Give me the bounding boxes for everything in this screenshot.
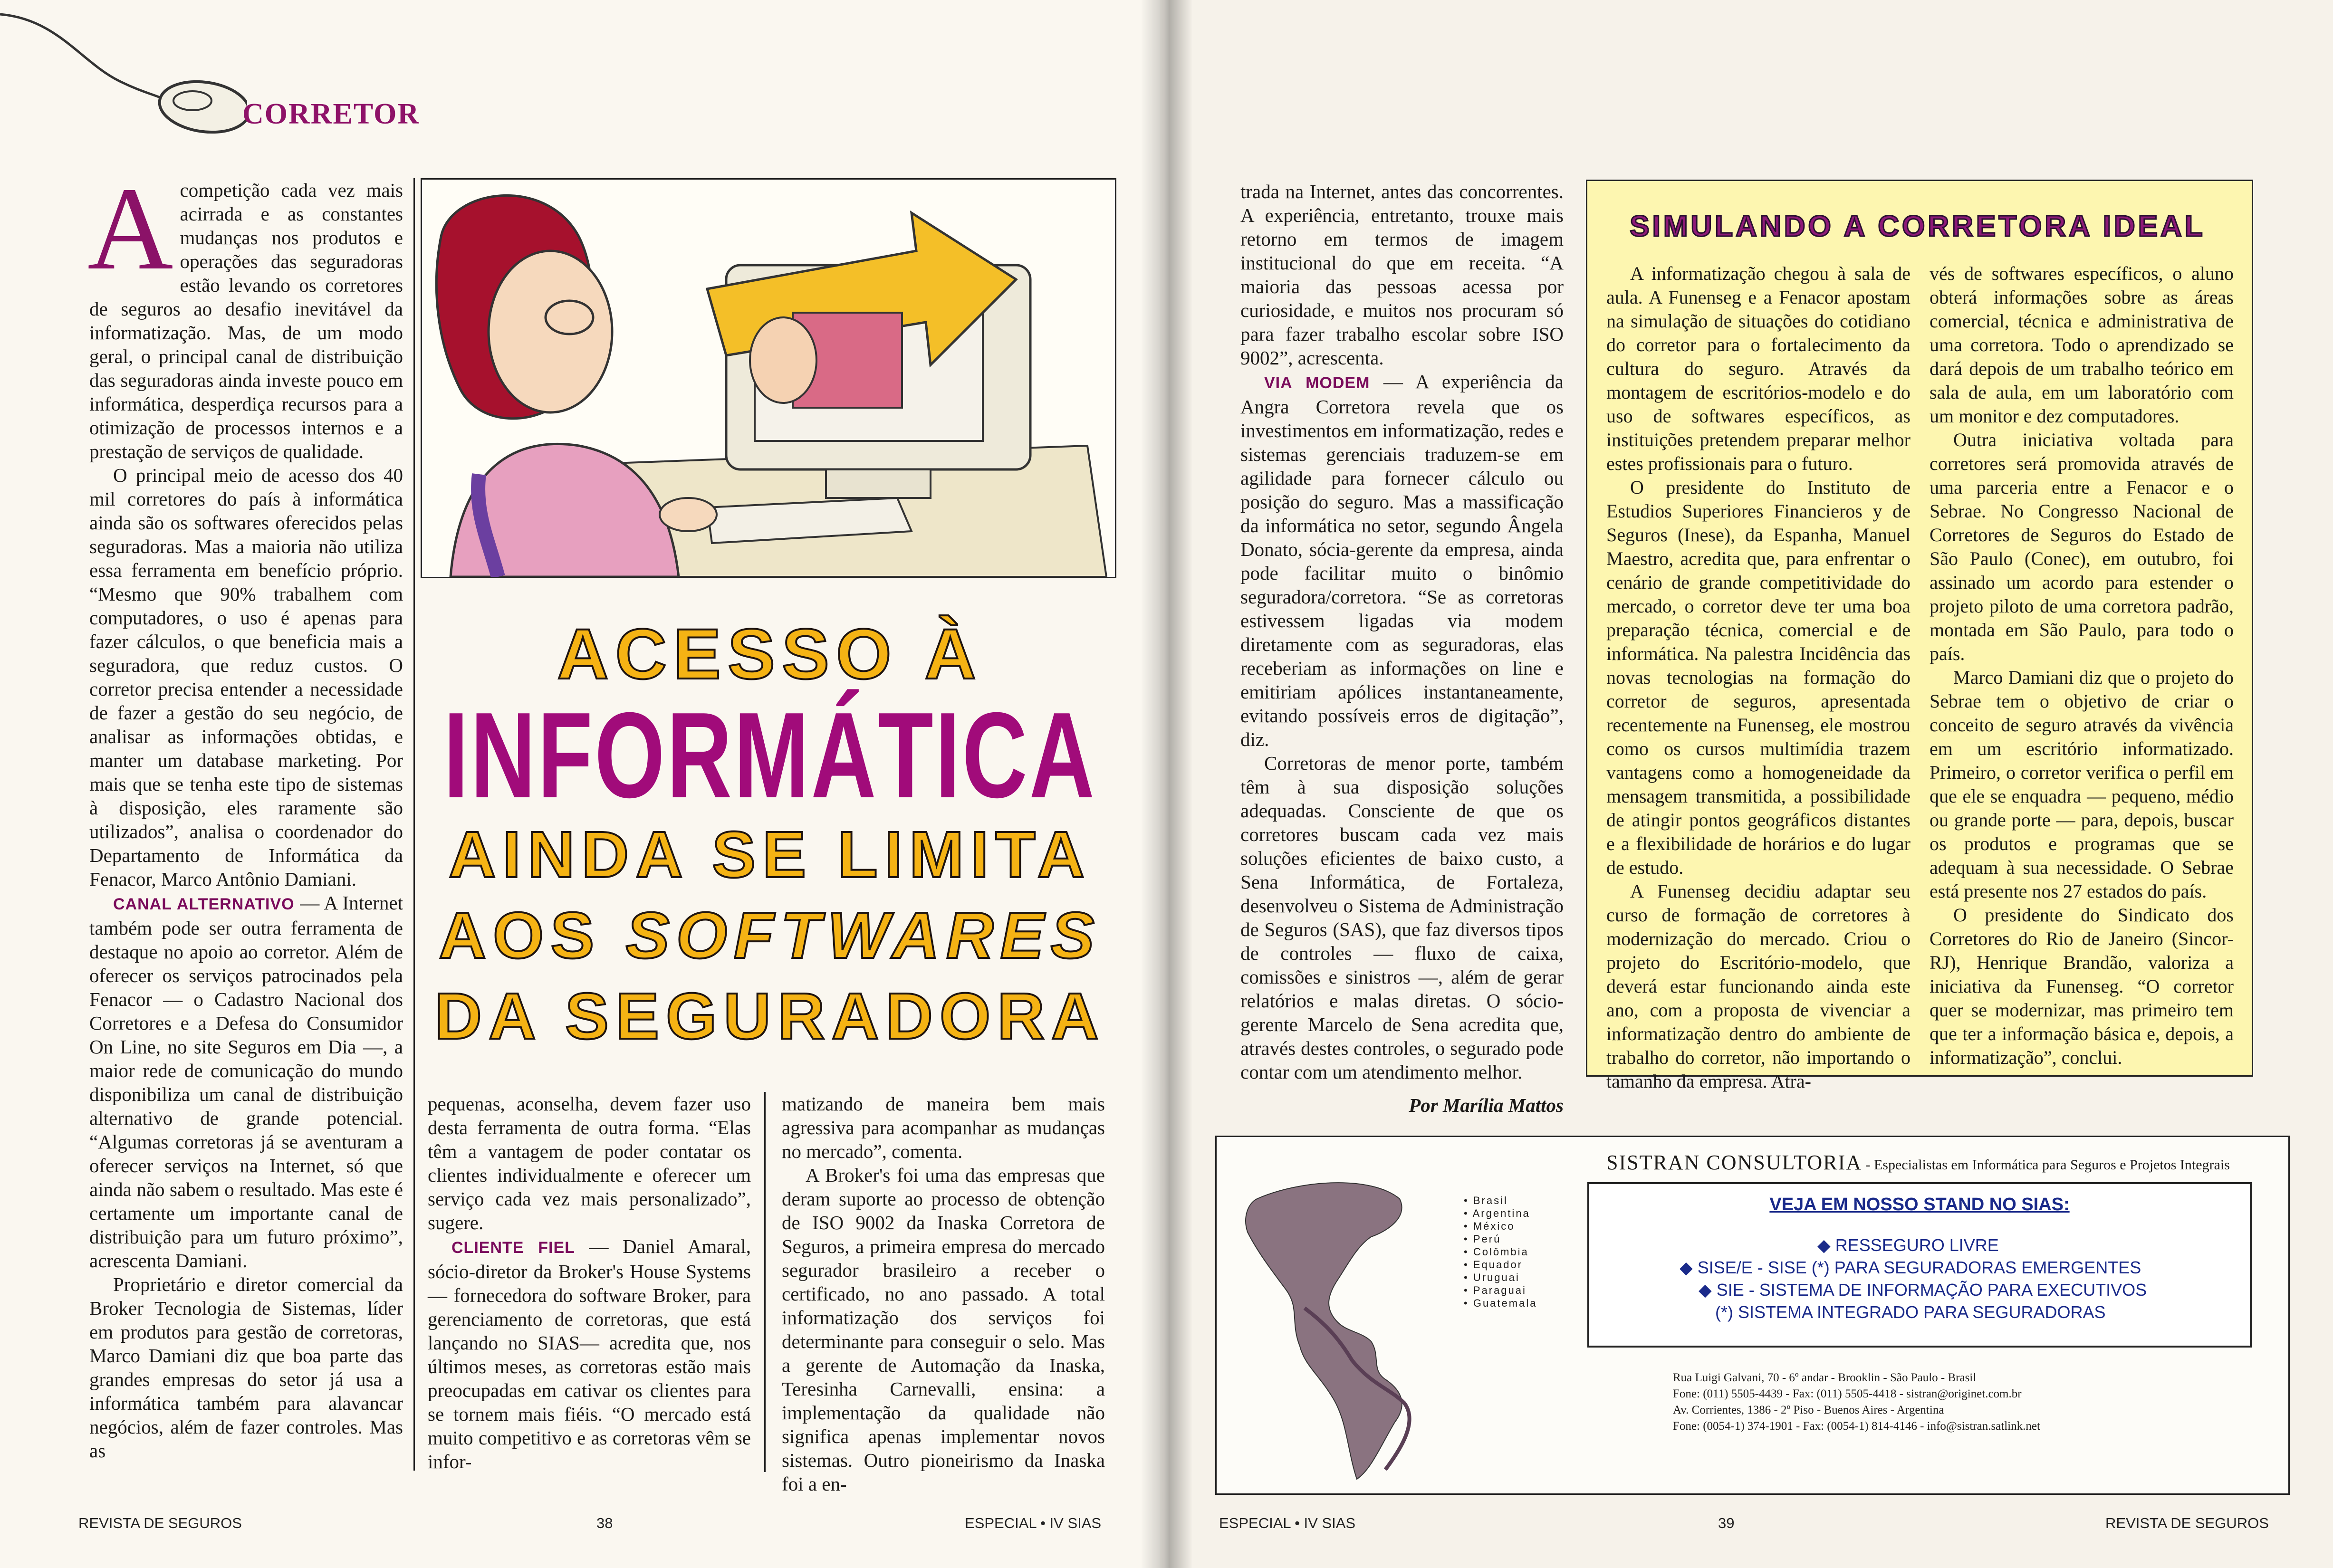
headline-line-5: DA SEGURADORA [434,980,1105,1053]
country-item: • México [1464,1220,1515,1232]
sidebar-box [1586,180,2253,1092]
article-para-4: Proprietário e diretor comercial da Broker Tecnologia de Sistemas, líder em produtos para gestão de corretoras, Marco Damiani diz que boa parte das grandes empresas do setor já usa a informática também para alavancar negócios, além de fazer controles. Mas as [89,1273,403,1462]
right-page [1160,0,2333,1568]
ad-brand: SISTRAN CONSULTORIA [1606,1151,1862,1174]
country-item: • Equador [1464,1259,1523,1271]
country-item: • Argentina [1464,1207,1530,1219]
headline-line-4 [418,898,1122,979]
stand-item: ◆ RESSEGURO LIVRE [1817,1235,1999,1255]
article-col-1 [87,163,403,1463]
subhead-cliente-fiel: CLIENTE FIEL [451,1239,575,1257]
sidebar-col-1 [1606,262,1911,1093]
address-line: Av. Corrientes, 1386 - 2º Piso - Buenos Aires - Argentina [1673,1404,1944,1416]
address-line: Fone: (0054-1) 374-1901 - Fax: (0054-1) 814-4146 - info@sistran.satlink.net [1673,1420,2040,1433]
article-para-9: trada na Internet, antes das concorrentes. A experiência, entretanto, trouxe mais retorno em termos de imagem institucional do que em receita. “A maioria das pessoas acessa por curiosidade, e muitos nos procuram só para fazer trabalho escolar sobre ISO 9002”, acrescenta. [1240,181,1564,369]
country-item: • Colômbia [1464,1246,1529,1258]
country-item: • Paraguai [1464,1284,1527,1296]
article-para-11: Corretoras de menor porte, também têm à sua disposição soluções adequadas. Consciente de que os corretores buscam cada vez mais soluções eficientes de baixo custo, a Sena Informática, de Fortaleza, desenvolveu o Sistema de Administração de Seguros (SAS), que faz diversos tipos de controles — fluxo de caixa, comissões e sinistros —, além de gerar relatórios e malas diretas. O sócio-gerente Marcelo de Sena acredita que, através destes controles, o segurado pode contar com um atendimento melhor. [1240,752,1564,1083]
country-item: • Uruguai [1464,1272,1520,1283]
drop-cap: A [87,163,173,295]
section-label: CORRETOR [242,98,420,130]
stand-title: VEJA EM NOSSO STAND NO SIAS: [1769,1195,2070,1214]
headline [418,613,1122,1060]
ad-address [1673,1370,2040,1434]
country-item: • Guatemala [1464,1297,1537,1309]
article-col-2 [428,1092,751,1473]
sidebar-para-6: Marco Damiani diz que o projeto do Sebrae tem o objetivo de criar o conceito de seguro através da vivência em um escritório informatizado. Primeiro, o corretor verifica o perfil em que ele se enquadra — pequeno, médio ou grande porte — para, depois, buscar os produtos e programas que se adequam à sua necessidade. O Sebrae está presente nos 27 estados do país. [1930,667,2234,902]
country-item: • Brasil [1464,1195,1508,1206]
footer-publication: REVISTA DE SEGUROS [78,1515,242,1531]
ad-header [1606,1150,2230,1175]
stand-item: ◆ SIE - SISTEMA DE INFORMAÇÃO PARA EXECUTIVOS [1699,1280,2147,1300]
country-item: • Perú [1464,1233,1501,1245]
sidebar-para-4: vés de softwares específicos, o aluno obterá informações sobre as áreas comercial, técnica e administrativa de uma corretora. Todo o aprendizado se dará depois de um trabalho teórico em sala de aula, em um laboratório com um monitor e dez computadores. [1930,263,2234,427]
article-para-1: Acompetição cada vez mais acirrada e as constantes mudanças nos produtos e operações das seguradoras estão levando os corretores de seguros ao desafio inevitável da informatização. Mas, de um modo geral, o principal canal de distribuição das seguradoras ainda investe pouco em informática, desperdiça recursos para a otimização de processos internos e a prestação de serviços de qualidade. [87,163,403,462]
article-para-2: O principal meio de acesso dos 40 mil corretores do país à informática ainda são os softwares oferecidos pelas seguradoras. Mas a maioria não utiliza essa ferramenta em benefício próprio. “Mesmo que 90% trabalhem com computadores, o uso é apenas para fazer cálculos, o que beneficia mais a seguradora, que reduz custos. O corretor precisa entender a necessidade de fazer a gestão do seu negócio, de analisar as informações obtidas, e manter um database marketing. Por mais que se tenha este tipo de sistemas à disposição, eles raramente são utilizados”, analisa o coordenador do Departamento de Informática da Fenacor, Marco Antônio Damiani. [89,464,403,890]
headline-line-1: ACESSO À [557,614,983,694]
sidebar-para-5: Outra iniciativa voltada para corretores será promovida através de uma parceria entre a Fenacor e o Sebrae. No Congresso Nacional de Corretores de Seguros do Estado de São Paulo (Conec), em outubro, foi assinado um acordo para estender o projeto piloto de uma corretora padrão, montada em São Paulo, para todo o país. [1930,429,2234,664]
article-para-5: pequenas, aconselha, devem fazer uso desta ferramenta de outra forma. “Elas têm a vantagem de poder contatar os clientes individualmente e oferecer um serviço cada vez mais personalizado”, sugere. [428,1093,751,1233]
sidebar-col-2 [1930,262,2234,1070]
ad-tagline: - Especialistas em Informática para Seguros e Projetos Integrais [1862,1157,2230,1173]
address-line: Fone: (011) 5505-4439 - Fax: (011) 5505-4418 - sistran@originet.com.br [1673,1387,2022,1400]
article-para-10: VIA MODEM — A experiência da Angra Corretora revela que os investimentos em informatização, redes e sistemas gerenciais traduzem-se em agilidade para fornecer cálculo ou posição do seguro. Mas a massificação da informática no setor, segundo Ângela Donato, sócia-gerente da empresa, ainda pode facilitar muito o binômio seguradora/corretora. “Se as corretoras estivessem ligadas via modem diretamente com as seguradoras, elas receberiam as informações on line e emitiriam apólices instantaneamente, evitando possíveis erros de digitação”, diz. [1240,371,1564,750]
headline-line-3: AINDA SE LIMITA [448,818,1092,891]
headline-line-4-prefix: AOS [439,899,626,972]
sistran-ad [1215,1136,2290,1495]
address-line: Rua Luigi Galvani, 70 - 6º andar - Brooklin - São Paulo - Brasil [1673,1371,1977,1384]
stand-item: ◆ SISE/E - SISE (*) PARA SEGURADORAS EMERGENTES [1680,1258,2141,1277]
subhead-canal-alternativo: CANAL ALTERNATIVO [113,895,295,913]
headline-line-2: INFORMÁTICA [443,687,1096,824]
sidebar-para-7: O presidente do Sindicato dos Corretores do Rio de Janeiro (Sincor-RJ), Henrique Brandão, valoriza a iniciativa da Funenseg. “O corretor quer se modernizar, mas primeiro tem que ter a informação básica e, depois, a informatização”, conclui. [1930,904,2234,1068]
illustration [421,178,1116,578]
stand-item: (*) SISTEMA INTEGRADO PARA SEGURADORAS [1715,1302,2106,1322]
footer-page-number: 39 [1718,1515,1735,1531]
footer-publication: REVISTA DE SEGUROS [2105,1515,2269,1531]
article-col-3 [782,1092,1105,1496]
country-list [1464,1194,1537,1310]
article-para-8: A Broker's foi uma das empresas que deram suporte ao processo de obtenção de ISO 9002 da Inaska Corretora de Seguros, a primeira empresa do mercado segurador brasileiro a receber o certificado, no ano passado. A total informatização dos serviços foi determinante para conseguir o selo. Mas a gerente de Automação da Inaska, Teresinha Carnevalli, ensina: a implementação da qualidade não significa apenas implementar novos sistemas. Outro pioneirismo da Inaska foi a en- [782,1164,1105,1495]
article-col-4 [1240,180,1564,1117]
sidebar-title: SIMULANDO A CORRETORA IDEAL [1630,210,2206,243]
sidebar-para-1: A informatização chegou à sala de aula. A Funenseg e a Fenacor apostam na simulação de situações do cotidiano do corretor para o fortalecimento da cultura do seguro. Através da montagem de escritórios-modelo e do uso de softwares específicos, as instituições pretendem preparar melhor estes profissionais para o futuro. [1606,263,1911,474]
article-para-3: CANAL ALTERNATIVO — A Internet também pode ser outra ferramenta de destaque no apoio ao corretor. Além de oferecer os serviços patrocinados pela Fenacor — o Cadastro Nacional dos Corretores e a Defesa do Consumidor On Line, no site Seguros em Dia —, a maior rede de comunicação do mundo disponibiliza um canal de distribuição alternativo de grande potencial. “Algumas corretoras já se aventuram a oferecer serviços na Internet, só que ainda não sabem o resultado. Mas este é certamente um importante canal de distribuição para um futuro próximo”, acrescenta Damiani. [89,892,403,1272]
article-para-7: matizando de maneira bem mais agressiva para acompanhar as mudanças no mercado”, comenta. [782,1093,1105,1162]
column-rule [413,178,415,1471]
column-rule [764,1092,766,1472]
footer-edition: ESPECIAL • IV SIAS [965,1515,1102,1531]
footer-page-number: 38 [596,1515,613,1531]
left-page [0,0,1160,1568]
sidebar-para-3: A Funenseg decidiu adaptar seu curso de formação de corretores à modernização do mercado. Criou o projeto do Escritório-modelo, que deverá estar funcionando ainda este ano, com a proposta de vivenciar a informatização dentro do ambiente de trabalho do corretor, não importando o tamanho da empresa. Atra- [1606,880,1911,1092]
footer-edition: ESPECIAL • IV SIAS [1219,1515,1356,1531]
headline-line-4-italic: SOFTWARES [625,899,1101,972]
page-gutter [1141,0,1193,1568]
article-para-6: CLIENTE FIEL — Daniel Amaral, sócio-diretor da Broker's House Systems — fornecedora do software Broker, para gerenciamento de corretoras, que está lançando no SIAS— acredita que, nos últimos meses, as corretoras estão mais preocupadas em cativar os clientes para se tornem mais fiéis. “O mercado está muito competitivo e as corretoras vêm se infor- [428,1235,751,1472]
subhead-via-modem: VIA MODEM [1264,374,1370,392]
byline: Por Marília Mattos [1409,1094,1564,1116]
mouse-icon [0,0,247,157]
sidebar-para-2: O presidente do Instituto de Estudios Superiores Financieros y de Seguros (Inese), da Espanha, Manuel Maestro, acredita que, para enfrentar o cenário de grande competitividade do mercado, o corretor deve ter uma boa preparação técnica, comercial e de informática. Na palestra Incidência das novas tecnologias na formação do corretor de seguros, apresentada recentemente na Funenseg, ele mostrou como os cursos multimídia trazem vantagens como a homogeneidade da mensagem transmitida, a possibilidade de atingir pontos geográficos distantes e a flexibilidade de horários e do lugar de estudo. [1606,477,1911,878]
stand-box [1587,1182,2252,1348]
stand-list [1589,1234,2250,1323]
